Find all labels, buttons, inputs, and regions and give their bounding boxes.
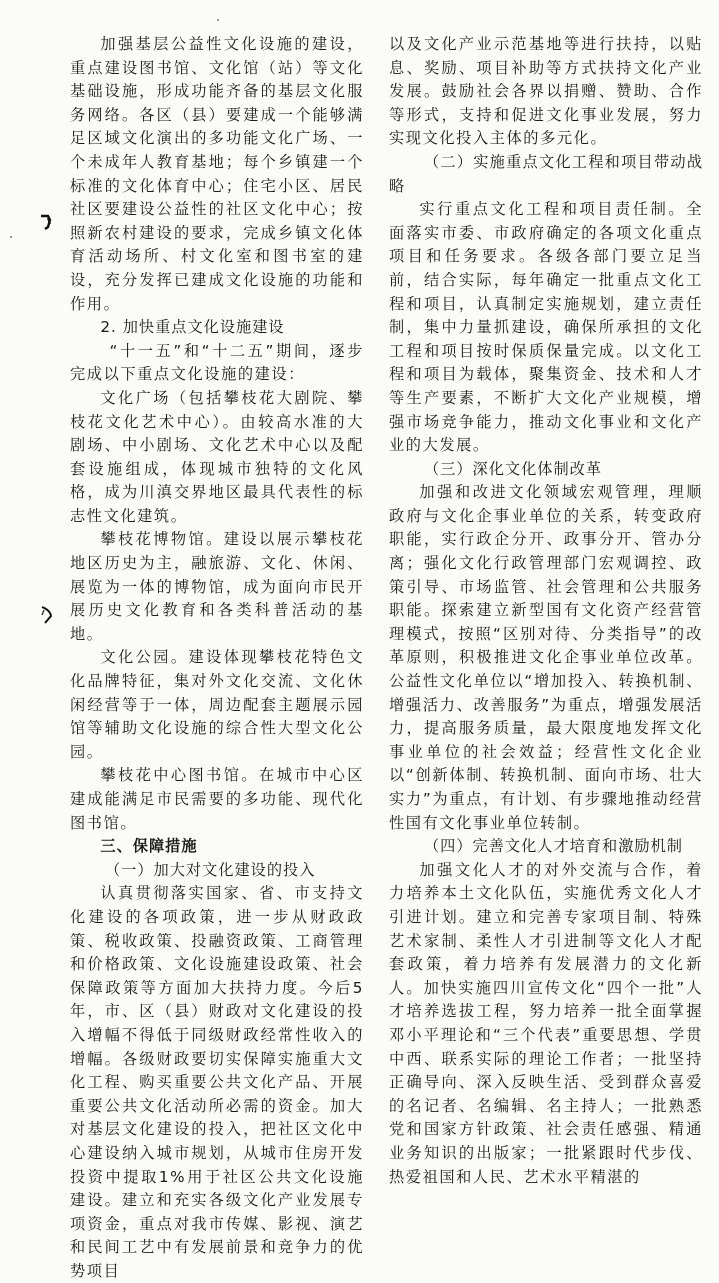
subsection-heading: （四）完善文化人才培育和激励机制 (423, 837, 683, 856)
paragraph: 攀枝花中心图书馆。在城市中心区建成能满足市民需要的多功能、现代化图书馆。 (70, 766, 364, 832)
paragraph: 加强文化人才的对外交流与合作，着力培养本土文化队伍，实施优秀文化人才引进计划。建立和完善专家项目制、特殊艺术家制、柔性人才引进制等文化人才配套政策，着力培养有发展潜力的文化新人。加快实施四川宣传文化“四个一批”人才培养选拔工程，努力培养一批全面掌握邓小平理论和“三个代表”重要思想、学贯中西、联系实际的理论工作者；一批坚持正确导向、深入反映生活、受到群众喜爱的名记者、名编辑、名主持人；一批熟悉党和国家方针政策、社会责任感强、精通业务知识的出版家；一批紧跟时代步伐、热爱祖国和人民、艺术水平精湛的 (389, 860, 703, 1186)
paragraph: 文化广场（包括攀枝花大剧院、攀枝花文化艺术中心）。由较高水准的大剧场、中小剧场、文化艺术中心以及配套设施组成，体现城市独特的文化风格，成为川滇交界地区最具代表性的标志性文化建筑。 (70, 388, 364, 525)
subsection-heading: （一）加大对文化建设的投入 (104, 860, 316, 879)
paragraph: 加强基层公益性文化设施的建设，重点建设图书馆、文化馆（站）等文化基础设施，形成功能齐备的基层文化服务网络。各区（县）要建成一个能够满足区域文化演出的多功能文化广场、一个未成年人教育基地；每个乡镇建一个标准的文化体育中心；住宅小区、居民社区要建设公益性的社区文化中心；按照新农村建设的要求，完成乡镇文化体育活动场所、村文化室和图书室的建设，充分发挥已建成文化设施的功能和作用。 (70, 35, 364, 313)
binder-hole-mark-icon (38, 212, 56, 234)
paragraph: 攀枝花博物馆。建设以展示攀枝花地区历史为主，融旅游、文化、休闲、展览为一体的博物馆，成为面向市民开展历史文化教育和各类科普活动的基地。 (70, 530, 364, 643)
paragraph: “十一五”和“十二五”期间，逐步完成以下重点文化设施的建设： (70, 341, 364, 384)
paragraph: 以及文化产业示范基地等进行扶持，以贴息、奖励、项目补助等方式扶持文化产业发展。鼓励社会各界以捐赠、赞助、合作等形式，支持和促进文化事业发展，努力实现文化投入主体的多元化。 (389, 35, 703, 148)
scan-speck (10, 236, 12, 238)
left-column (70, 33, 364, 1283)
scan-speck (217, 19, 219, 21)
paragraph: 文化公园。建设体现攀枝花特色文化品牌特征，集对外文化交流、文化休闲经营等于一体，周边配套主题展示园馆等辅助文化设施的综合性大型文化公园。 (70, 648, 364, 761)
paragraph: 实行重点文化工程和项目责任制。全面落实市委、市政府确定的各项文化重点项目和任务要求。各级各部门要立足当前，结合实际，每年确定一批重点文化工程和项目，认真制定实施规划，建立责任制，集中力量抓建设，确保所承担的文化工程和项目按时保质保量完成。以文化工程和项目为载体，聚集资金、技术和人才等生产要素，不断扩大文化产业规模，增强市场竞争能力，推动文化事业和文化产业的大发展。 (389, 200, 703, 455)
right-column (389, 33, 703, 1189)
subsection-heading: （二）实施重点文化工程和项目带动战略 (389, 152, 703, 195)
section-heading: 三、保障措施 (100, 837, 198, 856)
paragraph: 加强和改进文化领域宏观管理，理顺政府与文化企事业单位的关系，转变政府职能，实行政企分开、政事分开、管办分离；强化文化行政管理部门宏观调控、政策引导、市场监管、社会管理和公共服务职能。探索建立新型国有文化资产经营管理模式，按照“区别对待、分类指导”的改革原则，积极推进文化企事业单位改革。公益性文化单位以“增加投入、转换机制、增强活力、改善服务”为重点，增强发展活力，提高服务质量，最大限度地发挥文化事业单位的社会效益；经营性文化企业以“创新体制、转换机制、面向市场、壮大实力”为重点，有计划、有步骤地推动经营性国有文化事业单位转制。 (389, 483, 703, 832)
paragraph: 认真贯彻落实国家、省、市支持文化建设的各项政策，进一步从财政政策、税收政策、投融资政策、工商管理和价格政策、文化设施建设政策、社会保障政策等方面加大扶持力度。今后5年，市、区（县）财政对文化建设的投入增幅不得低于同级财政经常性收入的增幅。各级财政要切实保障实施重大文化工程、购买重要公共文化产品、开展重要公共文化活动所必需的资金。加大对基层文化建设的投入，把社区文化中心建设纳入城市规划，从城市住房开发投资中提取1%用于社区公共文化设施建设。建立和充实各级文化产业发展专项资金，重点对我市传媒、影视、演艺和民间工艺中有发展前景和竞争力的优势项目 (70, 884, 364, 1280)
subsection-heading: （三）深化文化体制改革 (423, 459, 603, 478)
binder-hole-mark-icon (38, 604, 56, 626)
section-heading: 2. 加快重点文化设施建设 (100, 318, 285, 337)
